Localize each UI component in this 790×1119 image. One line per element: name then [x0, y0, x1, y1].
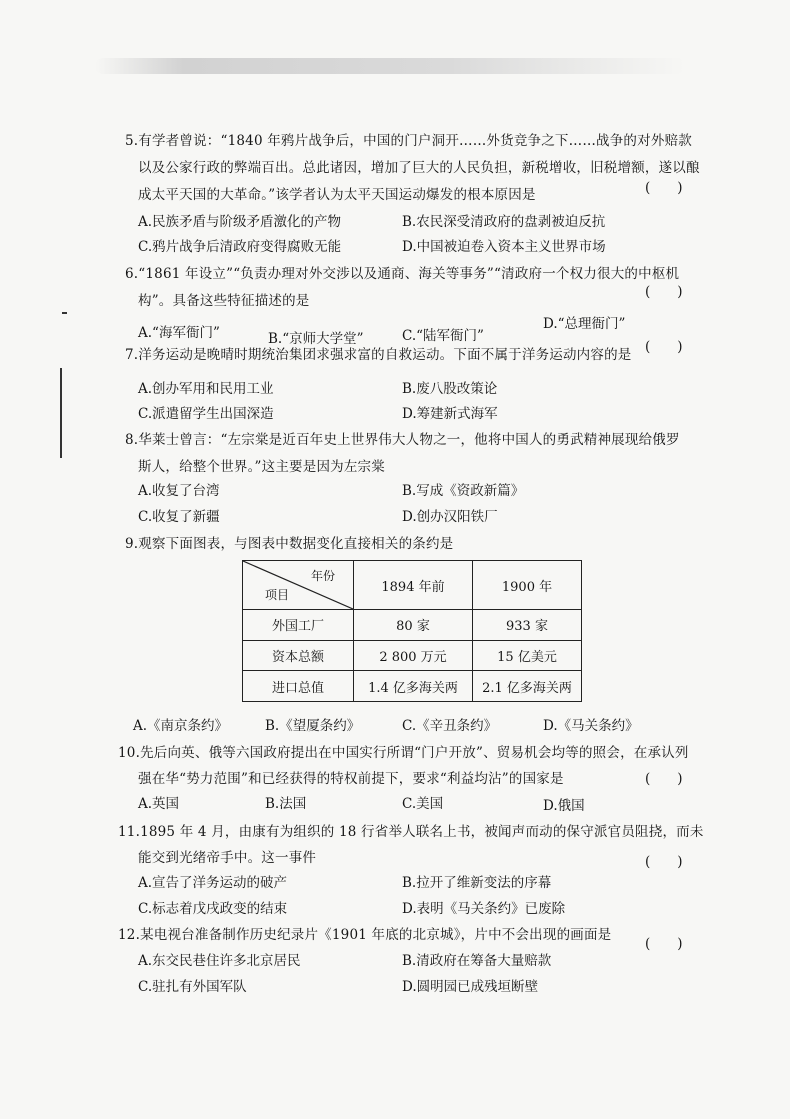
q5-option-d[interactable]: D.中国被迫卷入资本主义世界市场 [402, 239, 606, 255]
margin-binding-line [60, 368, 62, 458]
q10-option-b[interactable]: B.法国 [265, 796, 307, 812]
q11-option-d[interactable]: D.表明《马关条约》已废除 [402, 901, 566, 917]
table-cell: 933 家 [473, 610, 582, 641]
q10-option-d[interactable]: D.俄国 [543, 798, 585, 814]
table-cell: 1.4 亿多海关两 [354, 671, 473, 702]
q6-option-c[interactable]: C.“陆军衙门” [402, 328, 484, 344]
q12-option-a[interactable]: A.东交民巷住许多北京居民 [138, 953, 301, 969]
q7-option-b[interactable]: B.废八股改策论 [402, 381, 498, 397]
q10-option-a[interactable]: A.英国 [138, 796, 180, 812]
table-row-label: 资本总额 [243, 640, 354, 671]
q10-stem-line1: 10.先后向英、俄等六国政府提出在中国实行所谓“门户开放”、贸易机会均等的照会，在承认列 [118, 745, 689, 761]
q12-stem-line1: 12.某电视台准备制作历史纪录片《1901 年底的北京城》，片中不会出现的画面是 [118, 927, 612, 943]
scan-shadow-band [95, 58, 685, 74]
q7-option-c[interactable]: C.派遣留学生出国深造 [138, 406, 274, 422]
q6-stem-line1: 6.“1861 年设立”“负责办理对外交涉以及通商、海关等事务”“清政府一个权力很大的中枢机 [125, 266, 680, 282]
q10-option-c[interactable]: C.美国 [402, 796, 444, 812]
q6-answer-bracket[interactable]: ( ) [645, 284, 683, 300]
q5-answer-bracket[interactable]: ( ) [645, 180, 683, 196]
table-col-header-1: 1894 年前 [354, 561, 473, 610]
table-diagonal-line [243, 561, 353, 609]
q11-answer-bracket[interactable]: ( ) [645, 854, 683, 870]
table-row-label: 外国工厂 [243, 610, 354, 641]
q12-option-b[interactable]: B.清政府在筹备大量赔款 [402, 953, 552, 969]
q9-stem-line1: 9.观察下面图表，与图表中数据变化直接相关的条约是 [125, 536, 454, 552]
q5-option-c[interactable]: C.鸦片战争后清政府变得腐败无能 [138, 239, 342, 255]
q12-option-d[interactable]: D.圆明园已成残垣断壁 [402, 979, 539, 995]
q9-option-a[interactable]: A.《南京条约》 [133, 718, 229, 734]
q6-option-a[interactable]: A.“海军衙门” [138, 325, 220, 341]
q9-option-d[interactable]: D.《马关条约》 [543, 718, 639, 734]
q11-option-c[interactable]: C.标志着戊戌政变的结束 [138, 901, 288, 917]
q11-option-a[interactable]: A.宣告了洋务运动的破产 [138, 875, 288, 891]
q12-answer-bracket[interactable]: ( ) [645, 936, 683, 952]
table-cell: 2 800 万元 [354, 640, 473, 671]
q11-option-b[interactable]: B.拉开了维新变法的序幕 [402, 875, 552, 891]
margin-tick-mark [62, 312, 67, 314]
q5-option-b[interactable]: B.农民深受清政府的盘剥被迫反抗 [402, 214, 606, 230]
q7-stem-line1: 7.洋务运动是晚晴时期统治集团求强求富的自救运动。下面不属于洋务运动内容的是 [125, 347, 632, 363]
q6-option-b[interactable]: B.“京师大学堂” [268, 331, 364, 347]
q8-stem-line2: 斯人，给整个世界。”这主要是因为左宗棠 [138, 459, 385, 475]
q9-option-c[interactable]: C.《辛丑条约》 [402, 718, 498, 734]
q5-option-a[interactable]: A.民族矛盾与阶级矛盾激化的产物 [138, 214, 342, 230]
q6-option-d[interactable]: D.“总理衙门” [543, 316, 626, 332]
table-cell: 2.1 亿多海关两 [473, 671, 582, 702]
q10-answer-bracket[interactable]: ( ) [645, 771, 683, 787]
q5-stem-line3: 成太平天国的大革命。”该学者认为太平天国运动爆发的根本原因是 [138, 187, 536, 203]
q9-option-b[interactable]: B.《望厦条约》 [265, 718, 361, 734]
table-col-header-2: 1900 年 [473, 561, 582, 610]
table-cell: 15 亿美元 [473, 640, 582, 671]
trade-data-table [242, 560, 582, 702]
q5-stem-line2: 以及公家行政的弊端百出。总此诸因，增加了巨大的人民负担，新税增收，旧税增额，遂以酿 [138, 160, 700, 176]
table-row-label: 进口总值 [243, 671, 354, 702]
q8-stem-line1: 8.华莱士曾言：“左宗棠是近百年史上世界伟大人物之一，他将中国人的勇武精神展现给俄罗 [125, 432, 680, 448]
q12-option-c[interactable]: C.驻扎有外国军队 [138, 979, 247, 995]
q5-stem-line1: 5.有学者曾说：“1840 年鸦片战争后，中国的门户洞开……外货竞争之下……战争的对外赔款 [125, 133, 692, 149]
q6-stem-line2: 构”。具备这些特征描述的是 [138, 293, 310, 309]
table-corner-cell [243, 561, 354, 610]
q11-stem-line2: 能交到光绪帝手中。这一事件 [138, 850, 317, 866]
q7-option-d[interactable]: D.筹建新式海军 [402, 406, 498, 422]
q8-option-a[interactable]: A.收复了台湾 [138, 483, 220, 499]
q10-stem-line2: 强在华“势力范围”和已经获得的特权前提下，要求“利益均沾”的国家是 [138, 771, 564, 787]
q11-stem-line1: 11.1895 年 4 月，由康有为组织的 18 行省举人联名上书，被闻声而动的保守派官员阻挠，而未 [118, 824, 704, 840]
q8-option-d[interactable]: D.创办汉阳铁厂 [402, 509, 498, 525]
q8-option-b[interactable]: B.写成《资政新篇》 [402, 483, 525, 499]
q8-option-c[interactable]: C.收复了新疆 [138, 509, 220, 525]
table-cell: 80 家 [354, 610, 473, 641]
table-corner-year: 年份 [310, 569, 335, 583]
table-corner-item: 项目 [265, 588, 290, 602]
q7-option-a[interactable]: A.创办军用和民用工业 [138, 381, 274, 397]
q7-answer-bracket[interactable]: ( ) [645, 339, 683, 355]
